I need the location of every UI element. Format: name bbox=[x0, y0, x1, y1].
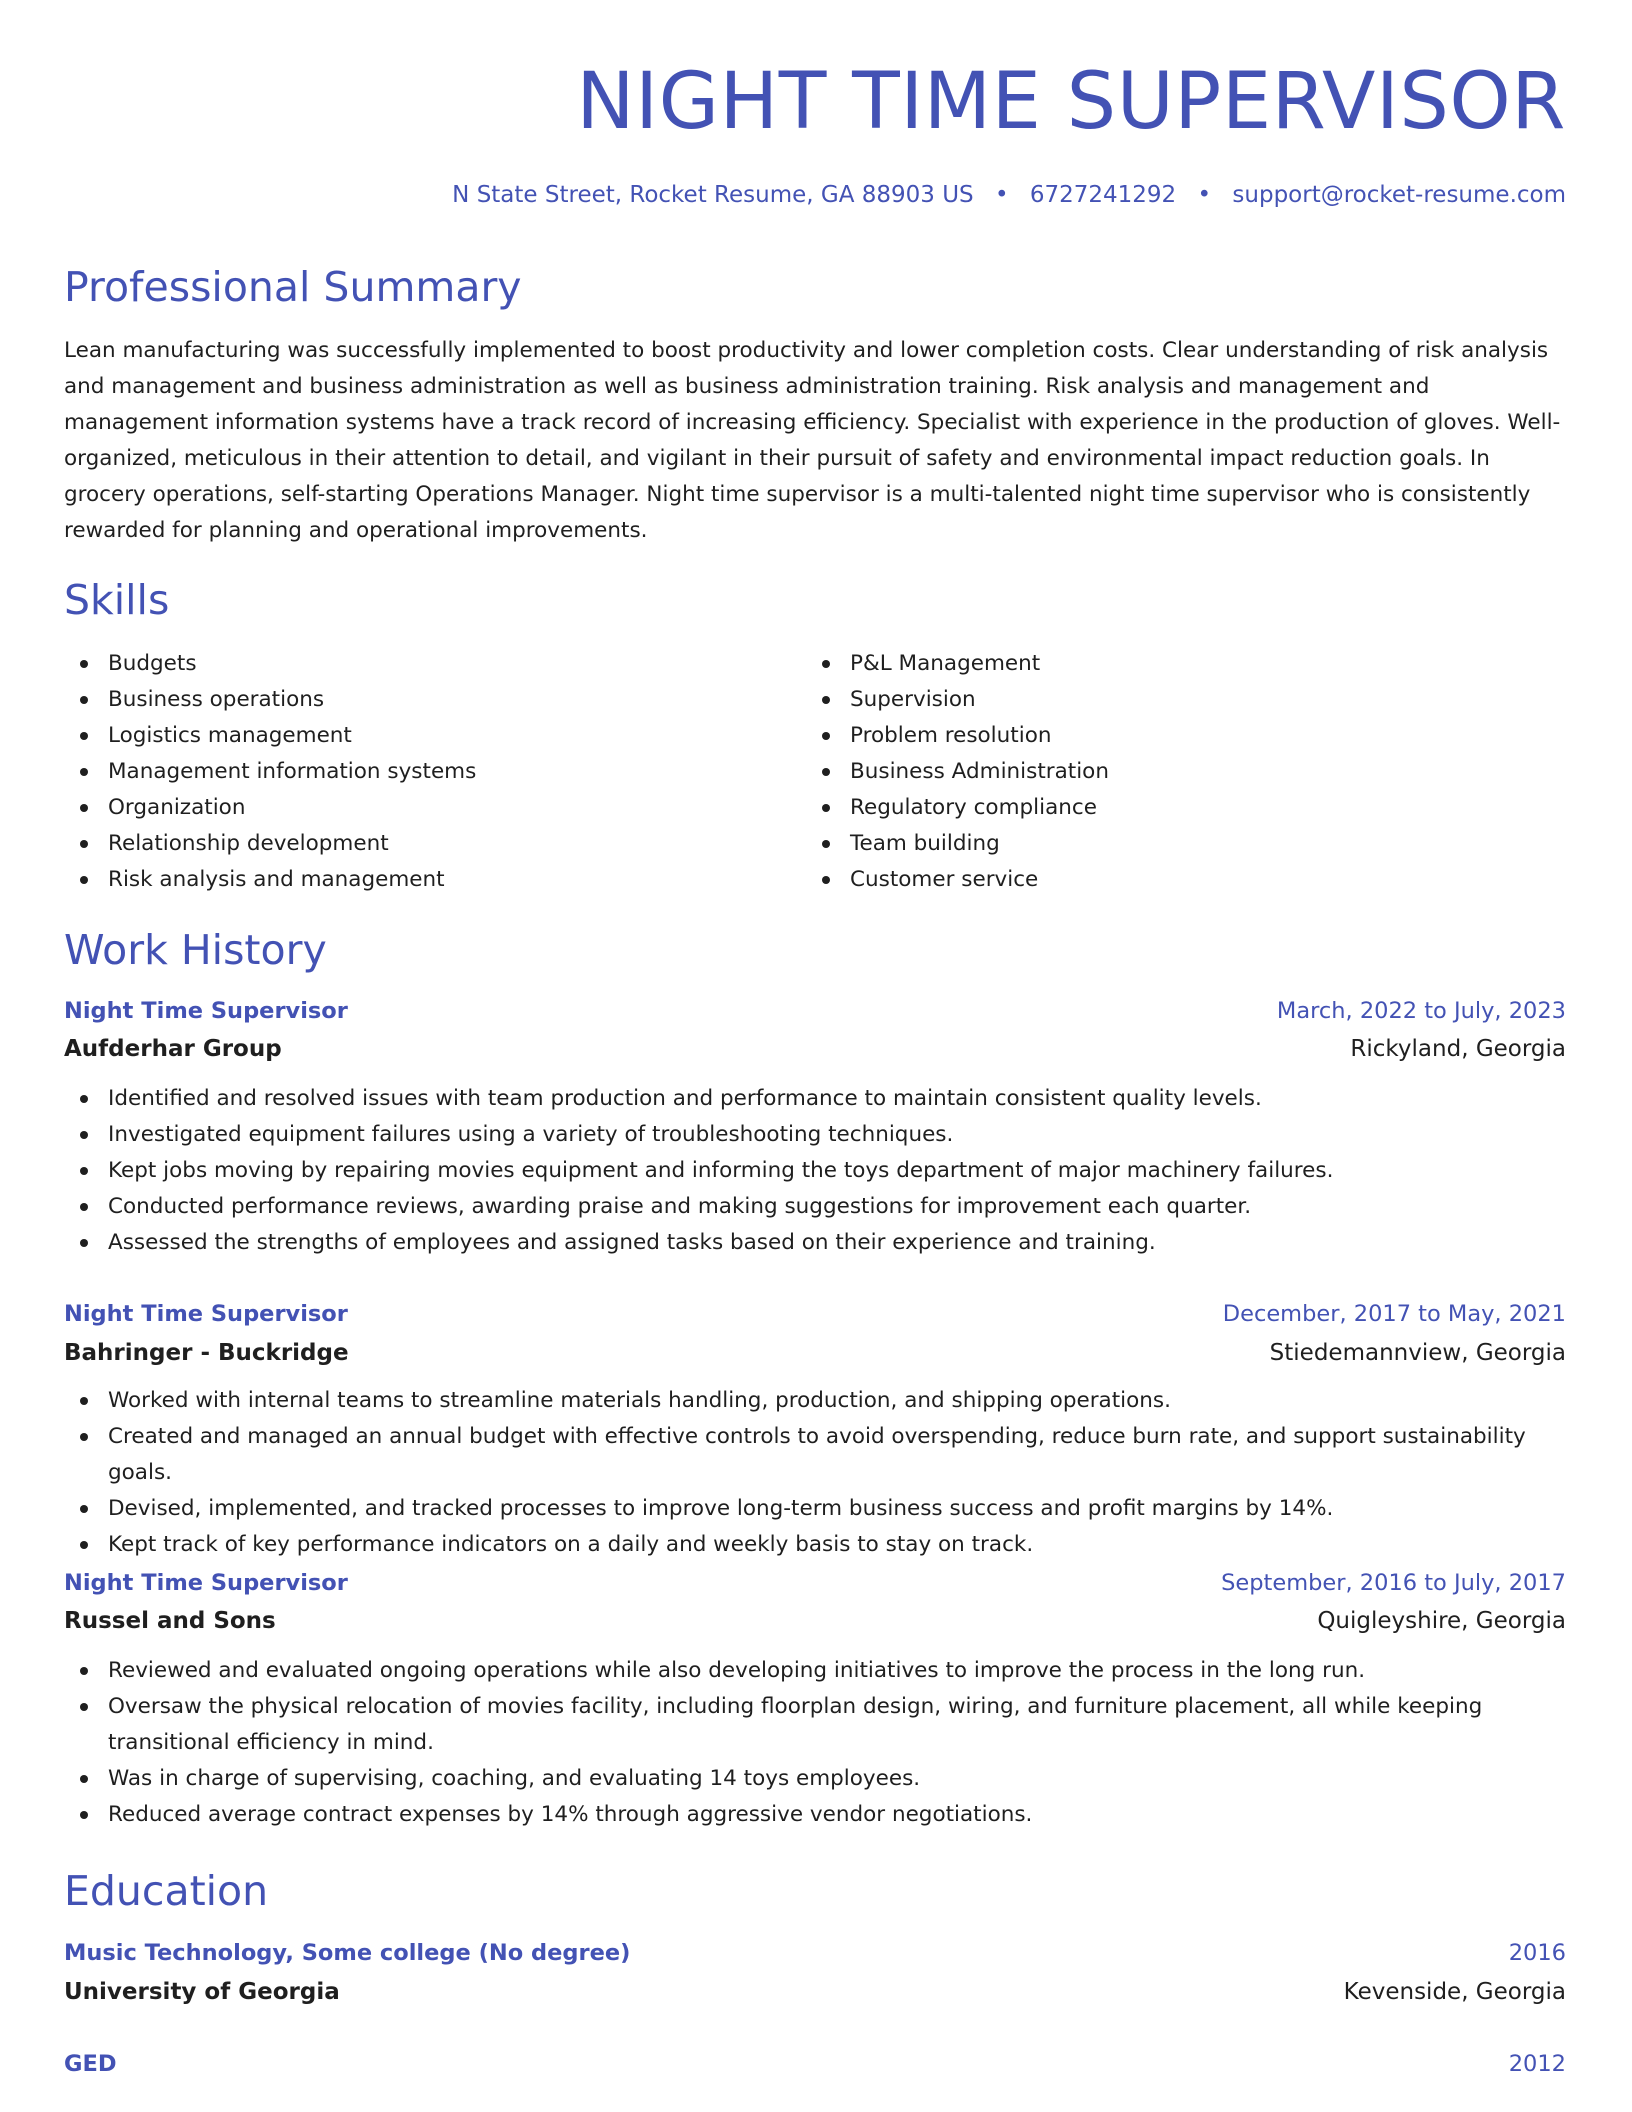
job-title: Night Time Supervisor bbox=[64, 998, 348, 1024]
education-header bbox=[64, 2047, 1566, 2081]
skill-item: Supervision bbox=[806, 682, 1548, 718]
summary-text: Lean manufacturing was successfully implemented to boost productivity and lower completion costs. Clear understanding of risk analysis and management and business administration as well as business administration training. Risk analysis and management and management information systems have a track record of increasing efficiency. Specialist with experience in the production of gloves. Well-organized, meticulous in their attention to detail, and vigilant in their pursuit of safety and environmental impact reduction goals. In grocery operations, self-starting Operations Manager. Night time supervisor is a multi-talented night time supervisor who is consistently rewarded for planning and operational improvements. bbox=[64, 338, 1561, 543]
job-subheader bbox=[64, 1604, 1566, 1638]
job-bullet: Kept track of key performance indicators on a daily and weekly basis to stay on track. bbox=[64, 1527, 1566, 1563]
skill-item: Problem resolution bbox=[806, 718, 1548, 754]
job-location: Rickyland, Georgia bbox=[1350, 1036, 1566, 1062]
job-header bbox=[64, 1566, 1566, 1600]
job-header bbox=[64, 994, 1566, 1028]
education-school: University of Georgia bbox=[64, 1979, 340, 2005]
education-entry bbox=[64, 1936, 1566, 2009]
resume-name: NIGHT TIME SUPERVISOR bbox=[576, 57, 1566, 147]
skill-item: Organization bbox=[64, 790, 806, 826]
job-company: Bahringer - Buckridge bbox=[64, 1340, 349, 1366]
contact-line bbox=[64, 180, 1566, 210]
education-header bbox=[64, 1936, 1566, 1970]
skills-heading: Skills bbox=[64, 576, 170, 624]
job-bullet: Reduced average contract expenses by 14% through aggressive vendor negotiations. bbox=[64, 1797, 1506, 1833]
skill-item: Logistics management bbox=[64, 718, 806, 754]
job-bullet: Identified and resolved issues with team production and performance to maintain consistent quality levels. bbox=[64, 1081, 1566, 1117]
job-header bbox=[64, 1297, 1566, 1331]
skill-item: Regulatory compliance bbox=[806, 790, 1548, 826]
job-bullet: Assessed the strengths of employees and assigned tasks based on their experience and training. bbox=[64, 1225, 1566, 1261]
contact-separator: • bbox=[1197, 182, 1212, 208]
job-dates: December, 2017 to May, 2021 bbox=[1222, 1301, 1566, 1327]
job-bullets bbox=[64, 1653, 1566, 1833]
summary-heading: Professional Summary bbox=[64, 263, 522, 311]
education-degree: Music Technology, Some college (No degree) bbox=[64, 1940, 631, 1966]
education-entry bbox=[64, 2047, 1566, 2081]
job-entry bbox=[64, 994, 1566, 1261]
education-year: 2012 bbox=[1508, 2051, 1566, 2077]
job-entry bbox=[64, 1566, 1566, 1833]
skills-column-right bbox=[806, 646, 1548, 898]
job-subheader bbox=[64, 1336, 1566, 1370]
skills-list bbox=[64, 646, 1566, 898]
job-bullets bbox=[64, 1081, 1566, 1261]
skill-item: Business Administration bbox=[806, 754, 1548, 790]
skill-item: Relationship development bbox=[64, 826, 806, 862]
job-bullets bbox=[64, 1383, 1566, 1563]
education-subheader bbox=[64, 1975, 1566, 2009]
job-bullet: Oversaw the physical relocation of movies facility, including floorplan design, wiring, and furniture placement, all while keeping transitional efficiency in mind. bbox=[64, 1689, 1506, 1761]
job-bullet: Kept jobs moving by repairing movies equipment and informing the toys department of major machinery failures. bbox=[64, 1153, 1566, 1189]
education-location: Kevenside, Georgia bbox=[1343, 1979, 1566, 2005]
skill-item: Team building bbox=[806, 826, 1548, 862]
skills-column-left bbox=[64, 646, 806, 898]
job-entry bbox=[64, 1297, 1566, 1563]
job-bullet: Conducted performance reviews, awarding praise and making suggestions for improvement each quarter. bbox=[64, 1189, 1566, 1225]
skill-item: Customer service bbox=[806, 862, 1548, 898]
skill-item: P&L Management bbox=[806, 646, 1548, 682]
skill-item: Business operations bbox=[64, 682, 806, 718]
job-title: Night Time Supervisor bbox=[64, 1301, 348, 1327]
job-location: Stiedemannview, Georgia bbox=[1269, 1340, 1566, 1366]
job-company: Aufderhar Group bbox=[64, 1036, 282, 1062]
job-bullet: Devised, implemented, and tracked processes to improve long-term business success and profit margins by 14%. bbox=[64, 1491, 1566, 1527]
job-bullet: Investigated equipment failures using a variety of troubleshooting techniques. bbox=[64, 1117, 1566, 1153]
contact-address: N State Street, Rocket Resume, GA 88903 US bbox=[452, 182, 974, 208]
skill-item: Budgets bbox=[64, 646, 806, 682]
job-bullet: Worked with internal teams to streamline materials handling, production, and shipping operations. bbox=[64, 1383, 1566, 1419]
job-subheader bbox=[64, 1032, 1566, 1066]
job-bullet: Reviewed and evaluated ongoing operations while also developing initiatives to improve the process in the long run. bbox=[64, 1653, 1506, 1689]
education-heading: Education bbox=[64, 1867, 269, 1915]
job-company: Russel and Sons bbox=[64, 1608, 276, 1634]
job-dates: September, 2016 to July, 2017 bbox=[1221, 1570, 1566, 1596]
education-year: 2016 bbox=[1508, 1940, 1566, 1966]
job-bullet: Created and managed an annual budget with effective controls to avoid overspending, reduce burn rate, and support sustainability goals. bbox=[64, 1419, 1566, 1491]
job-title: Night Time Supervisor bbox=[64, 1570, 348, 1596]
contact-email[interactable]: support@rocket-resume.com bbox=[1232, 182, 1566, 208]
skill-item: Management information systems bbox=[64, 754, 806, 790]
job-location: Quigleyshire, Georgia bbox=[1317, 1608, 1566, 1634]
skill-item: Risk analysis and management bbox=[64, 862, 806, 898]
work-history-heading: Work History bbox=[64, 926, 327, 974]
contact-phone: 6727241292 bbox=[1029, 182, 1177, 208]
job-dates: March, 2022 to July, 2023 bbox=[1276, 998, 1566, 1024]
job-bullet: Was in charge of supervising, coaching, and evaluating 14 toys employees. bbox=[64, 1761, 1506, 1797]
contact-separator: • bbox=[994, 182, 1009, 208]
education-degree: GED bbox=[64, 2051, 117, 2077]
